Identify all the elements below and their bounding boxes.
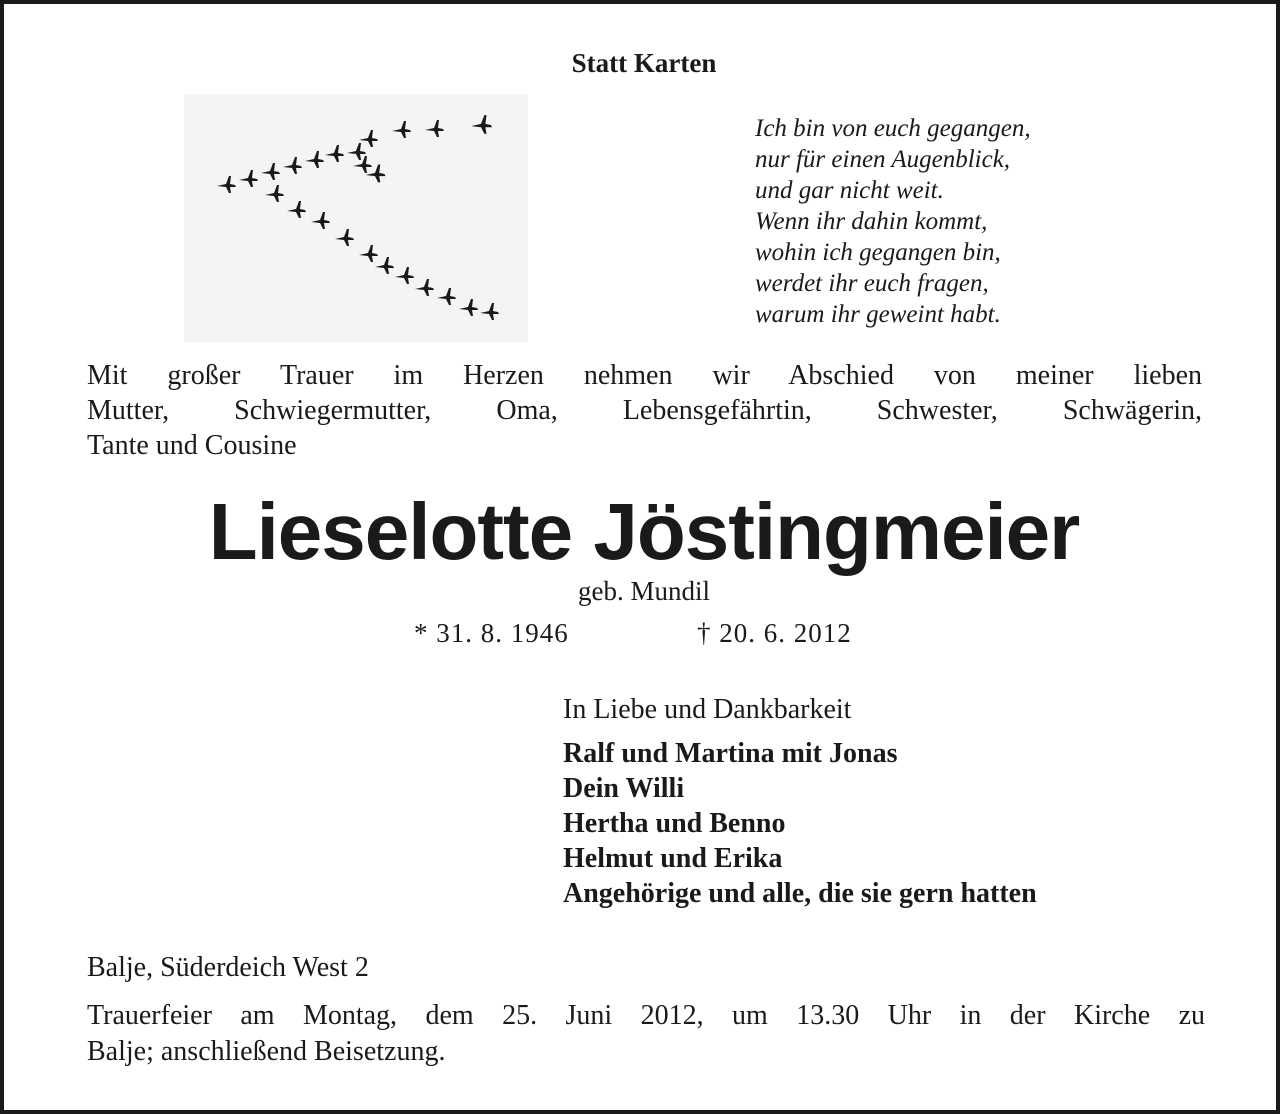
poem-line: wohin ich gegangen bin, — [755, 239, 1001, 266]
poem-line: Wenn ihr dahin kommt, — [755, 208, 988, 235]
goose-icon — [283, 157, 302, 174]
goose-icon — [359, 245, 378, 262]
goose-icon — [425, 120, 444, 137]
goose-icon — [359, 130, 378, 147]
mourners-list — [563, 736, 1037, 911]
goose-icon — [347, 143, 366, 160]
mourner-entry: Dein Willi — [563, 773, 685, 804]
goose-icon — [217, 176, 236, 193]
goose-icon — [395, 267, 414, 284]
closing-phrase: In Liebe und Dankbarkeit — [563, 694, 852, 725]
intro-line: Mit großer Trauer im Herzen nehmen wir Abschied von meiner lieben — [87, 360, 1202, 391]
goose-icon — [471, 115, 492, 134]
goose-icon — [261, 163, 280, 180]
intro-line: Mutter, Schwiegermutter, Oma, Lebensgefährtin, Schwester, Schwägerin, — [87, 395, 1202, 426]
goose-icon — [480, 303, 499, 320]
poem-line: und gar nicht weit. — [755, 177, 944, 204]
poem-line: werdet ihr euch fragen, — [755, 270, 989, 297]
death-date: † 20. 6. 2012 — [697, 618, 852, 648]
goose-icon — [287, 201, 306, 218]
goose-icon — [265, 185, 284, 202]
goose-icon — [375, 257, 394, 274]
goose-icon — [392, 121, 411, 138]
poem-line: warum ihr geweint habt. — [755, 301, 1001, 328]
goose-icon — [305, 151, 324, 168]
mourner-entry: Hertha und Benno — [563, 808, 786, 839]
mourner-entry: Angehörige und alle, die sie gern hatten — [563, 878, 1037, 909]
service-line: Trauerfeier am Montag, dem 25. Juni 2012, um 13.30 Uhr in der Kirche zu — [87, 1000, 1205, 1031]
goose-icon — [366, 165, 386, 183]
intro-line: Tante und Cousine — [87, 430, 297, 461]
poem-line: Ich bin von euch gegangen, — [755, 115, 1031, 142]
goose-icon — [311, 212, 330, 229]
mourner-entry: Ralf und Martina mit Jonas — [563, 738, 898, 769]
address: Balje, Süderdeich West 2 — [87, 952, 369, 983]
funeral-service-info — [87, 998, 1205, 1070]
flying-geese-illustration — [184, 94, 528, 342]
poem — [755, 113, 1031, 330]
goose-icon — [353, 156, 372, 173]
goose-icon — [459, 299, 478, 316]
geese-icon — [184, 94, 528, 342]
mourner-entry: Helmut und Erika — [563, 843, 783, 874]
poem-line: nur für einen Augenblick, — [755, 146, 1011, 173]
birth-date: * 31. 8. 1946 — [414, 618, 569, 648]
goose-icon — [415, 279, 434, 296]
maiden-name: geb. Mundil — [578, 576, 710, 606]
header-statt-karten: Statt Karten — [571, 48, 717, 78]
deceased-name: Lieselotte Jöstingmeier — [208, 487, 1080, 576]
intro-text — [87, 358, 1202, 463]
goose-icon — [325, 145, 344, 162]
goose-icon — [239, 170, 258, 187]
goose-icon — [335, 229, 354, 246]
service-line: Balje; anschließend Beisetzung. — [87, 1036, 446, 1067]
goose-icon — [437, 288, 456, 305]
